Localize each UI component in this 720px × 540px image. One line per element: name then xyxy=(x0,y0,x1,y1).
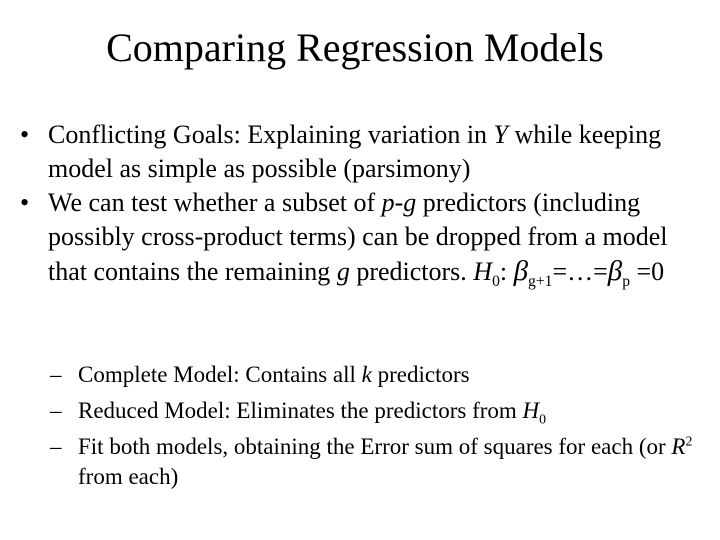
beta-subscript: g+1 xyxy=(528,273,553,291)
slide-title: Comparing Regression Models xyxy=(106,25,604,70)
equals-zero: =0 xyxy=(630,257,665,286)
sub-bullet-reduced-model xyxy=(50,396,710,426)
variable-p: p xyxy=(381,188,395,217)
variable-k: k xyxy=(361,362,372,387)
sub-bullet-fit-models xyxy=(50,432,710,492)
variable-y: Y xyxy=(493,120,509,149)
h-subscript: 0 xyxy=(539,411,547,427)
dash-marker: – xyxy=(50,398,62,423)
sub-bullet-text: from each) xyxy=(78,464,179,489)
dash-marker: – xyxy=(50,362,62,387)
equals-ellipsis: =…= xyxy=(552,257,608,286)
beta-symbol: β xyxy=(607,255,623,287)
sub-bullet-text: Reduced Model: Eliminates the predictors from xyxy=(78,398,523,423)
sub-bullet-complete-model xyxy=(50,360,710,390)
beta-subscript: p xyxy=(622,273,631,291)
variable-g: g xyxy=(336,257,350,286)
null-hypothesis xyxy=(473,255,665,291)
bullet-text: while keeping model as simple as possible (parsimony) xyxy=(48,120,662,183)
colon: : xyxy=(499,257,514,286)
variable-g: g xyxy=(403,188,417,217)
beta-symbol: β xyxy=(513,255,529,287)
bullet-dot: • xyxy=(20,120,30,149)
sub-bullet-text: predictors xyxy=(371,362,470,387)
bullet-list xyxy=(20,118,710,289)
hyphen: - xyxy=(394,188,404,217)
bullet-test-subset xyxy=(20,186,710,289)
bullet-dot: • xyxy=(20,188,30,217)
r-symbol: R xyxy=(671,434,686,459)
h-subscript: 0 xyxy=(492,273,500,291)
r-superscript: 2 xyxy=(685,433,693,449)
sub-bullet-list xyxy=(50,360,710,498)
bullet-text: Conflicting Goals: Explaining variation in xyxy=(48,120,494,149)
bullet-text: predictors. xyxy=(349,257,474,286)
sub-bullet-text: Complete Model: Contains all xyxy=(78,362,362,387)
sub-bullet-text: Fit both models, obtaining the Error sum of squares for each (or xyxy=(78,434,672,459)
bullet-text: predictors (including possibly cross-product terms) can be dropped from a model that contains the remaining xyxy=(48,188,668,286)
dash-marker: – xyxy=(50,434,62,459)
bullet-text: We can test whether a subset of xyxy=(48,188,382,217)
h-symbol: H xyxy=(473,257,493,286)
bullet-conflicting-goals xyxy=(20,118,710,186)
h-symbol: H xyxy=(522,398,540,423)
